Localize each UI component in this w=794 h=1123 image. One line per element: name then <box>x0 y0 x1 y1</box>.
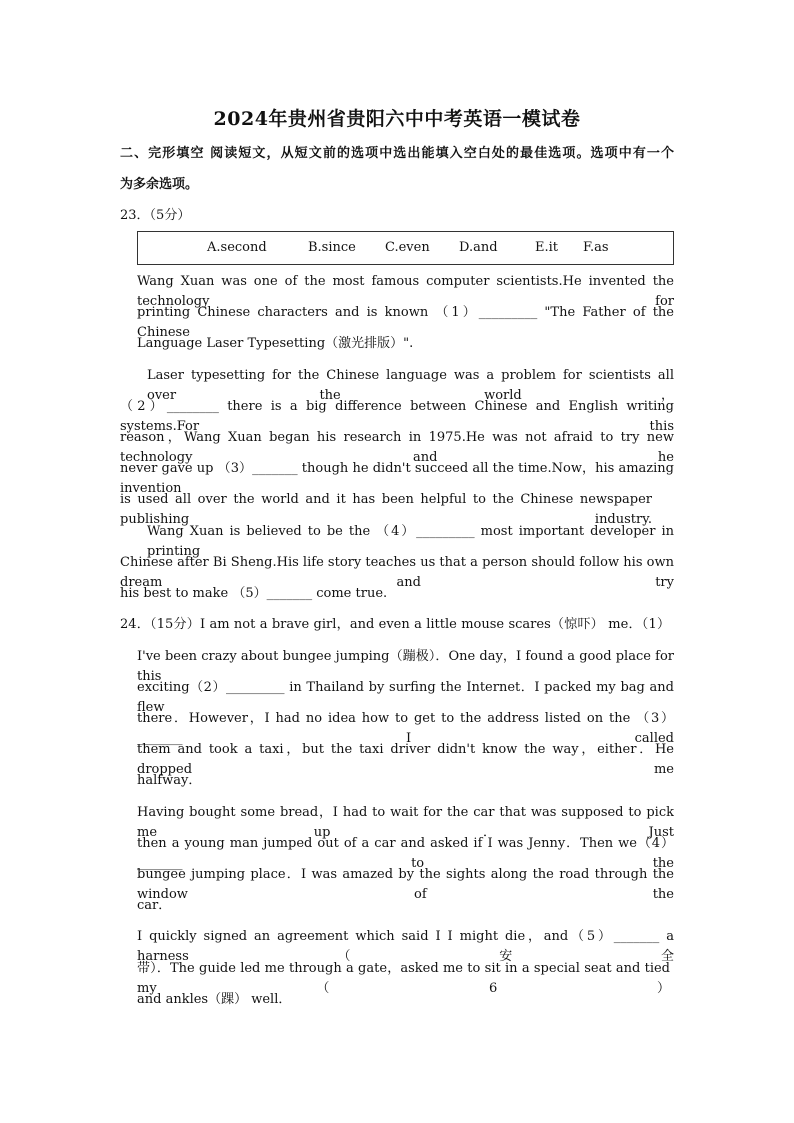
passage-24-line: car． <box>137 898 172 913</box>
passage-24-line: I quickly signed an agreement which said I I might die，and（5）_______ a harness（安全 <box>137 929 674 964</box>
passage-23-line: Language Laser Typesetting（激光排版）". <box>137 336 414 351</box>
passage-24-line: exciting（2）_________ in Thailand by surfing the Internet．I packed my bag and flew <box>137 680 674 715</box>
passage-23-line: Laser typesetting for the Chinese language was a problem for scientists all over the world， <box>147 368 674 403</box>
passage-24-line: them and took a taxi，but the taxi driver didn't know the way，either．He dropped me <box>137 742 674 777</box>
option-e: E.it <box>535 240 559 255</box>
passage-24-line: there．However，I had no idea how to get to the address listed on the （3）_______ I called <box>137 711 674 746</box>
question-23-number: 23．（5分） <box>120 208 191 223</box>
options-box <box>137 231 674 265</box>
section-heading-line-2: 为多余选项。 <box>120 177 199 192</box>
passage-23-line: printing Chinese characters and is known （1）_________ "The Father of the Chinese <box>137 305 674 340</box>
passage-24-line: halfway． <box>137 773 202 788</box>
question-24-line: 24．（15分）I am not a brave girl，and even a little mouse scares（惊吓） me．（1） <box>120 617 670 632</box>
option-f: F.as <box>583 240 609 255</box>
page-title: 2024年贵州省贵阳六中中考英语一模试卷 <box>213 108 581 130</box>
passage-23-line: （2）________ there is a big difference between Chinese and English writing systems.For this <box>120 399 674 434</box>
passage-23-line: reason，Wang Xuan began his research in 1975.He was not afraid to try new technology and he <box>120 430 674 465</box>
passage-24-line: I've been crazy about bungee jumping（蹦极）．One day，I found a good place for this <box>137 649 674 684</box>
passage-23-line: never gave up （3）_______ though he didn't succeed all the time.Now，his amazing invention <box>120 461 674 496</box>
passage-24-line: and ankles（踝） well． <box>137 992 292 1007</box>
passage-23-line: Chinese after Bi Sheng.His life story teaches us that a person should follow his own dream and try <box>120 555 674 590</box>
passage-23-line: his best to make （5）_______ come true. <box>120 586 388 601</box>
passage-24-line: 带）．The guide led me through a gate，asked me to sit in a special seat and tied my（6） <box>137 961 670 996</box>
passage-23-line: Wang Xuan is believed to be the （4）_________ most important developer in printing <box>147 524 674 559</box>
option-c: C.even <box>385 240 430 255</box>
passage-24-line: bungee jumping place．I was amazed by the sights along the road through the window of the <box>137 867 674 902</box>
passage-24-line: Having bought some bread，I had to wait for the car that was supposed to pick me up．Just <box>137 805 674 840</box>
passage-24-line: then a young man jumped out of a car and asked if I was Jenny．Then we（4）_______ to the <box>137 836 674 871</box>
option-d: D.and <box>459 240 498 255</box>
passage-23-line: Wang Xuan was one of the most famous computer scientists.He invented the technology for <box>137 274 674 309</box>
option-b: B.since <box>308 240 356 255</box>
option-a: A.second <box>207 240 267 255</box>
passage-23-line: is used all over the world and it has been helpful to the Chinese newspaper publishing industry. <box>120 492 652 527</box>
section-heading-line-1: 二、完形填空 阅读短文，从短文前的选项中选出能填入空白处的最佳选项。选项中有一个 <box>120 146 674 161</box>
